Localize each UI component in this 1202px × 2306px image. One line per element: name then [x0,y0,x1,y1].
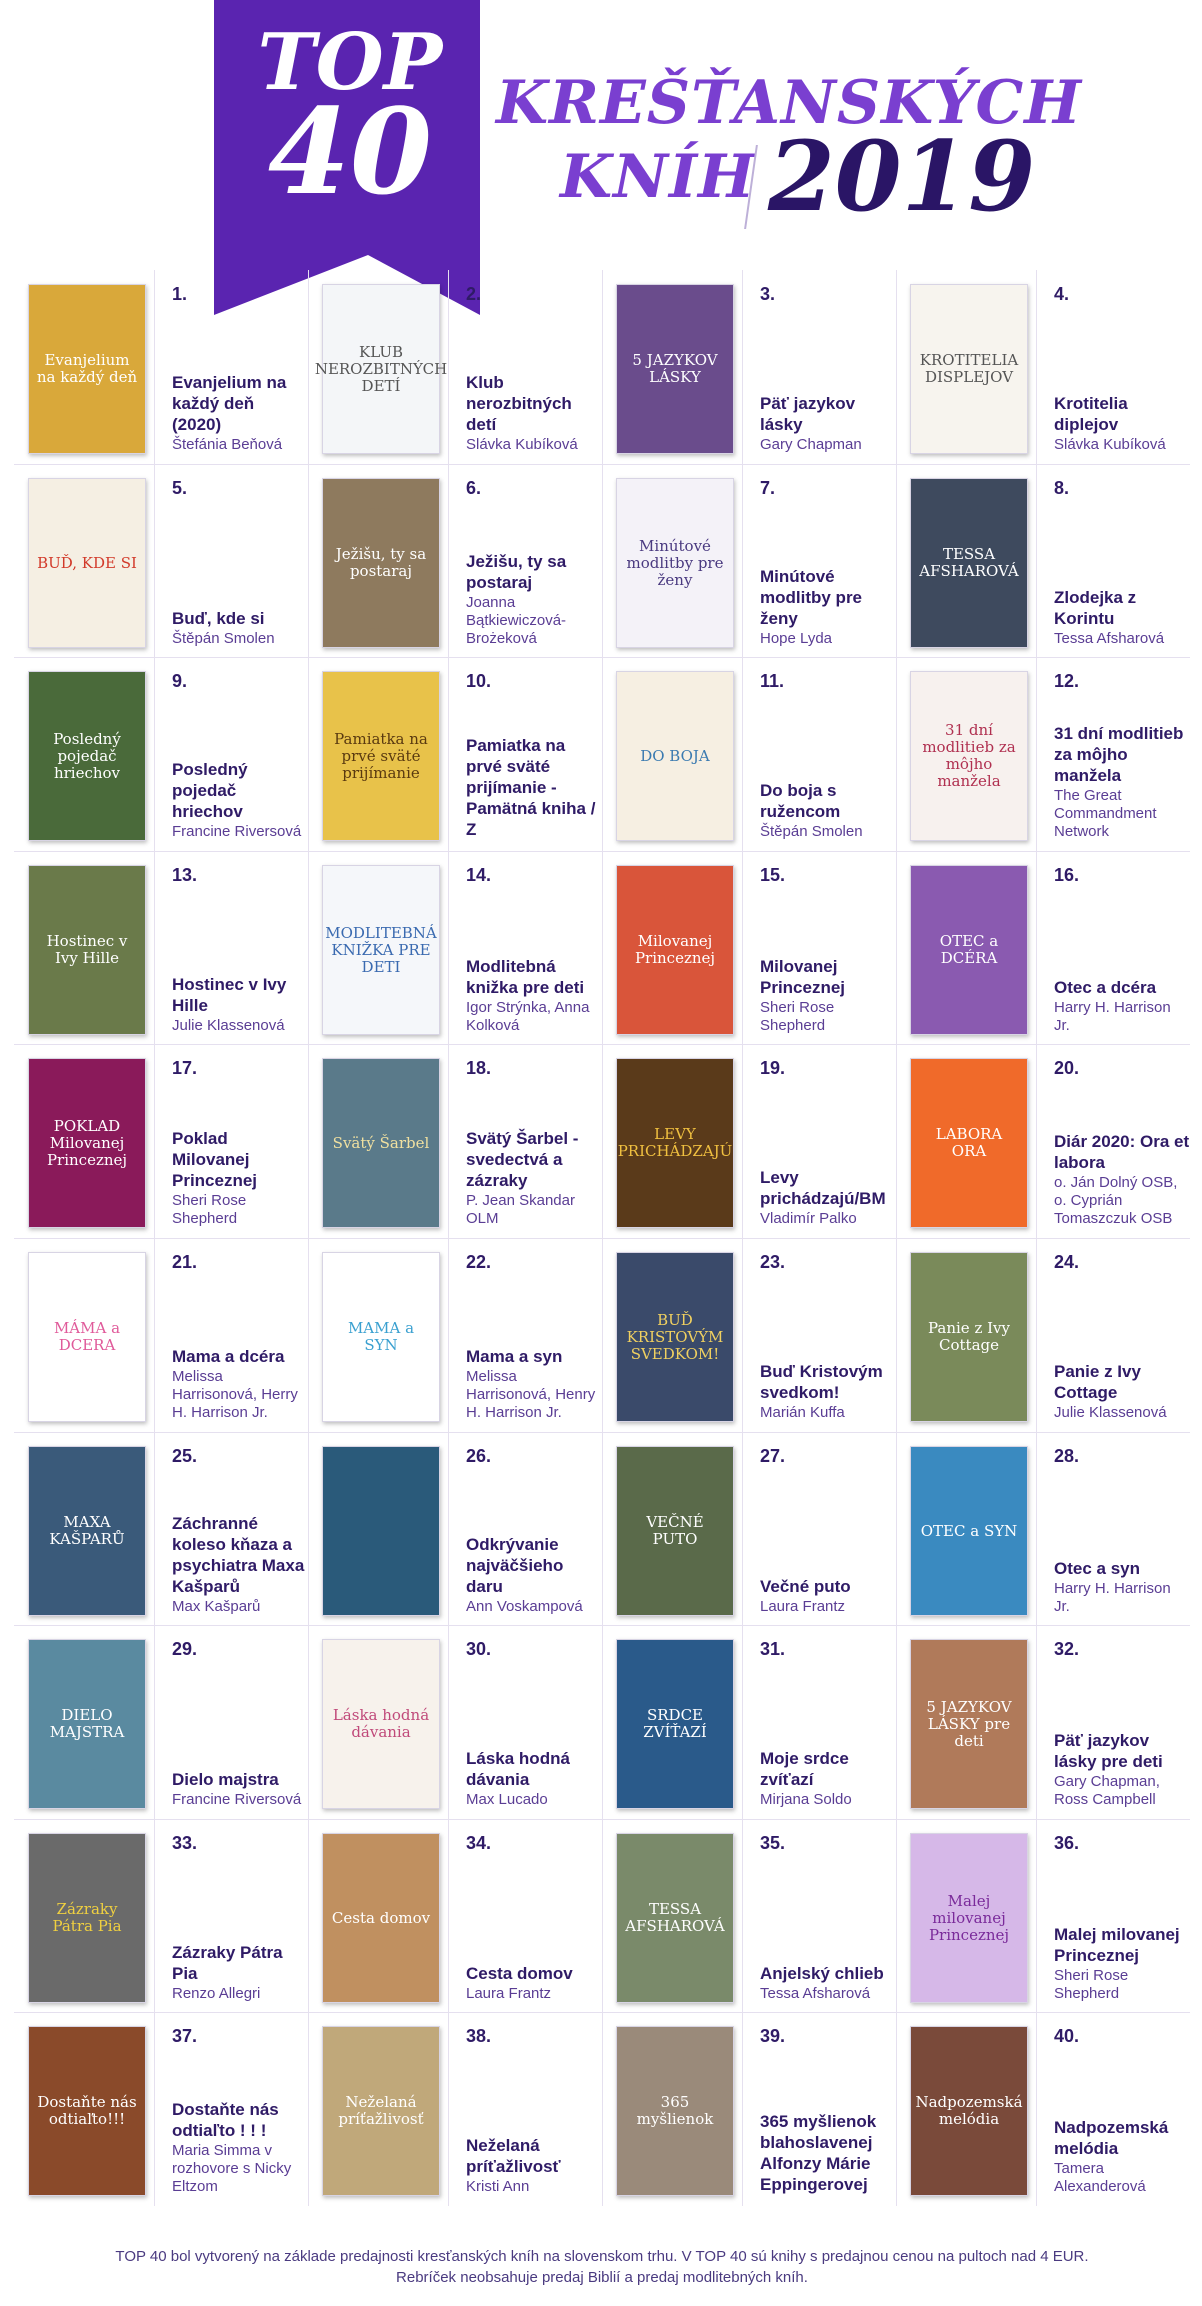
book-info [172,1464,308,1616]
book-cover[interactable]: LABORA ORA [910,1058,1028,1228]
book-cover[interactable]: DIELO MAJSTRA [28,1639,146,1809]
book-author: Sheri Rose Shepherd [172,1192,247,1227]
book-author: Max Kašparů [172,1598,261,1615]
book-rank: 29. [172,1639,198,1659]
book-cover[interactable]: KLUB NEROZBITNÝCH DETÍ [322,284,440,454]
book-title[interactable]: Posledný pojedač hriechov [172,760,248,821]
book-info [172,1076,308,1228]
book-cover[interactable]: BUĎ KRISTOVÝM SVEDKOM! [616,1252,734,1422]
book-title[interactable]: Svätý Šarbel - svedectvá a zázraky [466,1129,579,1190]
book-author: Julie Klassenová [172,1017,285,1034]
book-rank: 30. [466,1639,492,1659]
book-info [760,689,896,841]
book-author: Laura Frantz [760,1598,846,1615]
book-item[interactable] [308,1210,602,1421]
book-info [466,1270,602,1422]
book-item[interactable] [602,1404,896,1615]
book-rank: 5. [172,478,188,498]
book-title[interactable]: Láska hodná dávania [466,1749,570,1789]
book-author: Julie Klassenová [1054,1404,1167,1421]
book-rank: 31. [760,1639,786,1659]
book-title[interactable]: Milovanej Princeznej [760,957,846,997]
title-kresťanských: KREŠŤANSKÝCH [496,68,1082,138]
book-title[interactable]: Panie z Ivy Cottage [1054,1362,1141,1402]
book-title[interactable]: Minútové modlitby pre ženy [760,567,863,628]
book-item[interactable] [308,1016,602,1227]
book-item[interactable] [308,823,602,1034]
book-item[interactable] [896,1016,1190,1227]
book-cover[interactable]: POKLAD Milovanej Princeznej [28,1058,146,1228]
book-author: Gary Chapman, Ross Campbell [1054,1773,1160,1808]
book-info [466,2044,602,2196]
book-info [1054,1851,1190,2003]
book-rank: 10. [466,671,492,691]
book-cover[interactable]: Malej milovanej Princeznej [910,1833,1028,2003]
book-info [466,1464,602,1616]
book-item[interactable] [602,1210,896,1421]
book-item[interactable] [896,823,1190,1034]
book-author: Štěpán Smolen [172,630,275,647]
book-cover[interactable]: Neželaná príťažlivosť [322,2026,440,2196]
book-info [466,1851,602,2003]
book-item[interactable] [896,1597,1190,1808]
book-author: Sheri Rose Shepherd [1054,1967,1129,2002]
year-label: 2019 [768,120,1036,233]
book-item[interactable] [14,1597,308,1808]
book-cover[interactable]: Cesta domov [322,1833,440,2003]
book-author: Max Lucado [466,1791,548,1808]
book-cover[interactable]: 5 JAZYKOV LÁSKY [616,284,734,454]
title-knih: KNÍH [560,142,756,212]
book-rank: 22. [466,1252,492,1272]
book-title[interactable]: Zlodejka z Korintu [1054,588,1137,628]
book-title[interactable]: Do boja s ružencom [760,781,841,821]
book-rank: 15. [760,865,786,885]
book-title[interactable]: Hostinec v Ivy Hille [172,975,287,1015]
book-item[interactable] [602,1597,896,1808]
book-info [1054,883,1190,1035]
book-info [760,1464,896,1616]
book-author: Mirjana Soldo [760,1791,852,1808]
book-cover[interactable]: Milovanej Princeznej [616,865,734,1035]
book-title[interactable]: Klub nerozbitných detí [466,373,572,434]
book-item[interactable] [602,1984,896,2194]
book-cover[interactable] [322,1446,440,1616]
book-cover[interactable]: 5 JAZYKOV LÁSKY pre deti [910,1639,1028,1809]
book-cover[interactable]: KROTITELIA DISPLEJOV [910,284,1028,454]
book-info [760,496,896,648]
book-cover[interactable]: 31 dní modlitieb za môjho manžela [910,671,1028,841]
book-cover[interactable]: Posledný pojedač hriechov [28,671,146,841]
book-rank: 4. [1054,284,1070,304]
book-item[interactable] [602,242,896,453]
book-info [1054,1464,1190,1616]
book-info [466,689,602,841]
book-author: Tamera Alexanderová [1054,2160,1146,2195]
book-rank: 16. [1054,865,1080,885]
book-cover[interactable]: OTEC a SYN [910,1446,1028,1616]
book-title[interactable]: Neželaná príťažlivosť [466,2136,561,2176]
book-title[interactable]: Otec a dcéra [1054,978,1157,997]
book-cover[interactable]: Hostinec v Ivy Hille [28,865,146,1035]
book-rank: 6. [466,478,482,498]
book-item[interactable] [14,1791,308,2002]
book-item[interactable] [308,1984,602,2195]
book-cover[interactable]: MODLITEBNÁ KNIŽKA PRE DETI [322,865,440,1035]
book-title[interactable]: Ježišu, ty sa postaraj [466,552,567,592]
book-title[interactable]: Dostaňte nás odtiaľto ! ! ! [172,2100,279,2140]
book-rank: 38. [466,2026,492,2046]
book-cover[interactable]: Svätý Šarbel [322,1058,440,1228]
book-info [466,496,602,648]
book-author: Štěpán Smolen [760,823,863,840]
book-title[interactable]: Pamiatka na prvé sväté prijímanie - Pamätná kniha / Z [466,736,596,839]
book-rank: 11. [760,671,785,691]
book-title[interactable]: Nadpozemská melódia [1054,2118,1169,2158]
book-item[interactable] [14,1984,308,2195]
book-cover[interactable]: Panie z Ivy Cottage [910,1252,1028,1422]
book-item[interactable] [896,436,1190,647]
book-author: Harry H. Harrison Jr. [1054,1580,1171,1615]
book-title[interactable]: Záchranné koleso kňaza a psychiatra Maxa Kašparů [172,1514,305,1596]
book-title[interactable]: Mama a syn [466,1347,563,1366]
book-item[interactable] [602,1791,896,2002]
book-author: Francine Riversová [172,1791,302,1808]
book-author: Ann Voskampová [466,1598,583,1615]
book-info [760,883,896,1035]
book-item[interactable] [14,1404,308,1615]
book-rank: 8. [1054,478,1070,498]
book-rank: 2. [466,284,482,304]
book-title[interactable]: Evanjelium na každý deň (2020) [172,373,287,434]
footer-note [14,2246,1190,2288]
book-cover[interactable]: Pamiatka na prvé sväté prijímanie [322,671,440,841]
book-item[interactable] [14,436,308,647]
book-author: Igor Strýnka, Anna Kolková [466,999,590,1034]
book-cover[interactable]: TESSA AFSHAROVÁ [910,478,1028,648]
book-item[interactable] [308,1791,602,2002]
book-title[interactable]: Otec a syn [1054,1559,1140,1578]
book-author: Tessa Afsharová [1054,630,1165,647]
book-title[interactable]: Malej milovanej Princeznej [1054,1925,1180,1965]
book-item[interactable] [308,242,602,453]
book-item[interactable] [896,1791,1190,2002]
book-rank: 1. [172,284,188,304]
book-author: Sheri Rose Shepherd [760,999,835,1034]
book-author: Maria Simma v rozhovore s Nicky Eltzom [172,2142,292,2195]
book-rank: 19. [760,1058,786,1078]
book-item[interactable] [14,823,308,1034]
books-grid [14,270,1190,2206]
book-title[interactable]: Moje srdce zvíťazí [760,1749,849,1789]
book-item[interactable] [896,1984,1190,2195]
book-info [172,302,308,454]
book-author: Kristi Ann [466,2178,530,2195]
book-title[interactable]: Dielo majstra [172,1770,279,1789]
book-rank: 14. [466,865,492,885]
footer-line1: TOP 40 bol vytvorený na základe predajnosti kresťanských kníh na slovenskom trhu. V TOP 40 sú knihy s predajnou cenou na pultoch nad 4 EUR. [115,2248,1089,2265]
book-item[interactable] [896,629,1190,840]
book-rank: 33. [172,1833,198,1853]
book-info [760,1851,896,2003]
book-info [1054,1657,1190,1809]
book-author: Tessa Afsharová [760,1985,871,2002]
book-title[interactable]: Anjelský chlieb [760,1964,884,1983]
book-info [466,1076,602,1228]
book-info [172,496,308,648]
book-title[interactable]: Päť jazykov lásky pre deti [1054,1731,1163,1771]
book-title[interactable]: Diár 2020: Ora et labora [1054,1132,1190,1172]
book-title[interactable]: Buď, kde si [172,609,265,628]
book-author: Joanna Bątkiewiczová-Brożeková [466,594,567,647]
book-cover[interactable]: MAXA KAŠPARŮ [28,1446,146,1616]
book-info [760,1657,896,1809]
book-author: Harry H. Harrison Jr. [1054,999,1171,1034]
book-cover[interactable]: MAMA a SYN [322,1252,440,1422]
book-rank: 23. [760,1252,786,1272]
book-rank: 34. [466,1833,492,1853]
book-item[interactable] [14,242,308,453]
book-author: P. Jean Skandar OLM [466,1192,575,1227]
book-cover[interactable]: LEVY PRICHÁDZAJÚ [616,1058,734,1228]
book-author: Renzo Allegri [172,1985,261,2002]
book-info [172,1657,308,1809]
book-cover[interactable]: MÁMA a DCERA [28,1252,146,1422]
book-cover[interactable]: 365 myšlienok [616,2026,734,2196]
book-cover[interactable]: Minútové modlitby pre ženy [616,478,734,648]
book-title[interactable]: 365 myšlienok blahoslavenej Alfonzy Márie Eppingerovej [760,2112,877,2194]
book-rank: 12. [1054,671,1080,691]
book-title[interactable]: Buď Kristovým svedkom! [760,1362,883,1402]
book-author: Slávka Kubíková [466,436,578,453]
book-item[interactable] [14,629,308,840]
book-title[interactable]: Poklad Milovanej Princeznej [172,1129,258,1190]
book-info [1054,302,1190,454]
book-title[interactable]: Mama a dcéra [172,1347,285,1366]
book-rank: 7. [760,478,776,498]
book-item[interactable] [602,1016,896,1227]
book-rank: 39. [760,2026,786,2046]
book-author: Vladimír Palko [760,1210,857,1227]
book-title[interactable]: Modlitebná knižka pre deti [466,957,585,997]
book-rank: 40. [1054,2026,1080,2046]
book-item[interactable] [308,1404,602,1615]
book-rank: 26. [466,1446,492,1466]
book-author: o. Ján Dolný OSB, o. Cyprián Tomaszczuk OSB [1054,1174,1178,1227]
book-info [760,1076,896,1228]
book-author: Marián Kuffa [760,1404,845,1421]
book-info [1054,689,1190,841]
book-item[interactable] [896,1210,1190,1421]
book-item[interactable] [896,242,1190,453]
book-author: Melissa Harrisonová, Henry H. Harrison Jr. [466,1368,596,1421]
book-item[interactable] [308,629,602,839]
book-author: Slávka Kubíková [1054,436,1166,453]
book-rank: 20. [1054,1058,1080,1078]
book-info [466,883,602,1035]
book-title[interactable]: Krotitelia diplejov [1054,394,1128,434]
book-item[interactable] [602,629,896,840]
book-rank: 17. [172,1058,198,1078]
book-title[interactable]: Večné puto [760,1577,851,1596]
book-cover[interactable]: Láska hodná dávania [322,1639,440,1809]
book-cover[interactable]: Dostaňte nás odtiaľto!!! [28,2026,146,2196]
top-label: TOP [257,17,443,108]
book-cover[interactable]: SRDCE ZVÍŤAZÍ [616,1639,734,1809]
book-item[interactable] [602,823,896,1034]
book-rank: 35. [760,1833,786,1853]
book-info [1054,1076,1190,1228]
book-author: Štefánia Beňová [172,436,283,453]
book-item[interactable] [896,1404,1190,1615]
book-info [466,1657,602,1809]
footer-line2: Rebríček neobsahuje predaj Biblií a predaj modlitebných kníh. [396,2269,808,2286]
book-author: Laura Frantz [466,1985,552,2002]
book-info [172,883,308,1035]
book-rank: 28. [1054,1446,1080,1466]
book-item[interactable] [14,1210,308,1421]
book-rank: 21. [172,1252,198,1272]
book-title[interactable]: Levy prichádzajú/BM [760,1168,886,1208]
book-author: Gary Chapman [760,436,862,453]
book-info [466,302,602,454]
book-title[interactable]: Päť jazykov lásky [760,394,856,434]
book-author: Hope Lyda [760,630,832,647]
book-rank: 9. [172,671,188,691]
book-info [172,2044,308,2196]
book-rank: 27. [760,1446,786,1466]
book-info [172,1270,308,1422]
book-author: Melissa Harrisonová, Herry H. Harrison Jr. [172,1368,298,1421]
book-info [1054,2044,1190,2196]
book-title[interactable]: Zázraky Pátra Pia [172,1943,283,1983]
book-rank: 18. [466,1058,492,1078]
book-author: The Great Commandment Network [1054,787,1157,840]
book-rank: 37. [172,2026,198,2046]
book-title[interactable]: 31 dní modlitieb za môjho manžela [1054,724,1184,785]
book-cover[interactable]: Nadpozemská melódia [910,2026,1028,2196]
book-item[interactable] [308,1597,602,1808]
book-rank: 13. [172,865,198,885]
book-info [760,302,896,454]
book-cover[interactable]: BUĎ, KDE SI [28,478,146,648]
book-rank: 32. [1054,1639,1080,1659]
book-info [760,2044,896,2196]
book-info [1054,496,1190,648]
book-info [172,1851,308,2003]
book-rank: 3. [760,284,776,304]
book-info [760,1270,896,1422]
forty-label: 40 [267,82,433,221]
book-cover[interactable]: Ježišu, ty sa postaraj [322,478,440,648]
book-info [1054,1270,1190,1422]
book-title[interactable]: Cesta domov [466,1964,573,1983]
book-item[interactable] [308,436,602,647]
book-rank: 24. [1054,1252,1080,1272]
book-cover[interactable]: DO BOJA [616,671,734,841]
book-item[interactable] [602,436,896,647]
book-info [172,689,308,841]
book-cover[interactable]: Evanjelium na každý deň [28,284,146,454]
book-cover[interactable]: TESSA AFSHAROVÁ [616,1833,734,2003]
book-cover[interactable]: Zázraky Pátra Pia [28,1833,146,2003]
book-rank: 36. [1054,1833,1080,1853]
book-cover[interactable]: VEČNÉ PUTO [616,1446,734,1616]
book-cover[interactable]: OTEC a DCÉRA [910,865,1028,1035]
book-author: Francine Riversová [172,823,302,840]
book-title[interactable]: Odkrývanie najväčšieho daru [466,1535,564,1596]
book-item[interactable] [14,1016,308,1227]
book-rank: 25. [172,1446,198,1466]
